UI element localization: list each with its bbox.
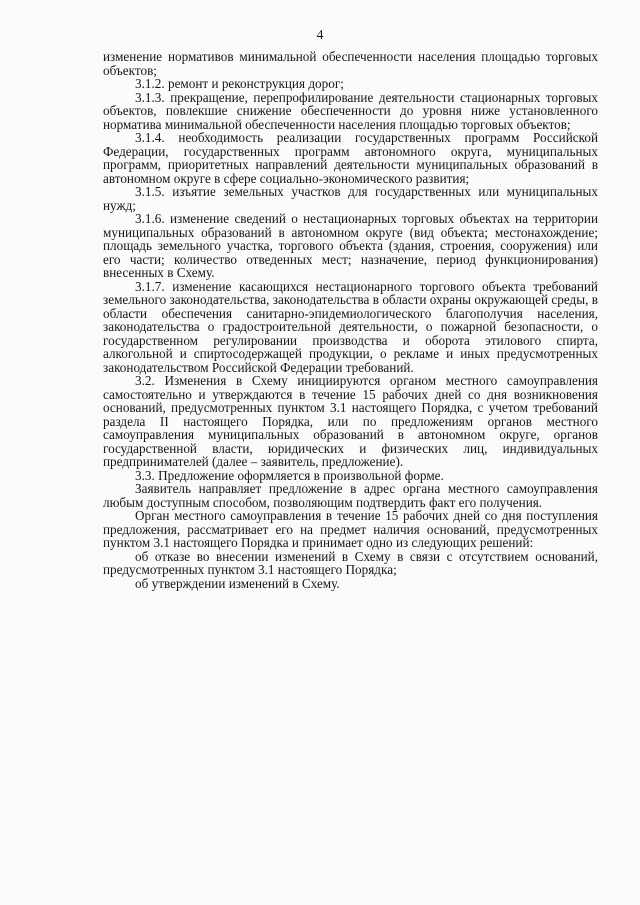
paragraph-3-1-2: 3.1.2. ремонт и реконструкция дорог; [135, 76, 344, 91]
paragraph-decision-approval: об утверждении изменений в Схему. [135, 575, 340, 591]
paragraph-3-1-4: 3.1.4. необходимость реализации государственных программ Российской Федерации, государственных программ автономного округа, муниципальных программ, приоритетных направлений деятельности муниципальных образований в автономном округе в сфере социально-экономического развития; [103, 130, 598, 186]
paragraph-3-1-5: 3.1.5. изъятие земельных участков для государственных или муниципальных нужд; [103, 184, 598, 213]
paragraph-norms-change: изменение нормативов минимальной обеспеченности населения площадью торговых объектов; [103, 49, 598, 78]
paragraph-3-1-3: 3.1.3. прекращение, перепрофилирование деятельности стационарных торговых объектов, повлекшие снижение обеспеченности до уровня ниже установленного норматива минимальной обеспеченности населения площадью торговых объектов; [103, 89, 598, 132]
paragraph-authority-review: Орган местного самоуправления в течение 15 рабочих дней со дня поступления предложения, рассматривает его на предмет наличия оснований, предусмотренных пунктом 3.1 настоящего Порядка и принимает одно из следующих решений: [103, 508, 598, 550]
paragraph-applicant: Заявитель направляет предложение в адрес органа местного самоуправления любым доступным способом, позволяющим подтвердить факт его получения. [103, 481, 598, 510]
paragraph-decision-refusal: об отказе во внесении изменений в Схему в связи с отсутствием оснований, предусмотренных пунктом 3.1 настоящего Порядка; [103, 548, 598, 577]
page-number: 4 [316, 28, 324, 43]
paragraph-3-2: 3.2. Изменения в Схему инициируются органом местного самоуправления самостоятельно и утверждаются в течение 15 рабочих дней со дня возникновения оснований, предусмотренных пунктом 3.1 настоящего Порядка, с учетом требований раздела II настоящего Порядка, или по предложениям органов местного самоуправления муниципальных образований в автономном округе, органов государственной власти, юридических и физических лиц, индивидуальных предпринимателей (далее – заявитель, предложение). [103, 373, 598, 469]
paragraph-3-1-7: 3.1.7. изменение касающихся нестационарного торгового объекта требований земельного законодательства, законодательства в области охраны окружающей среды, в области обеспечения санитарно-эпидемиологического благополучия населения, законодательства о градостроительной деятельности, о пожарной безопасности, о государственном регулировании производства и оборота этилового спирта, алкогольной и спиртосодержащей продукции, о рекламе и иных предусмотренных законодательством Российской Федерации требований. [103, 278, 598, 375]
paragraph-3-1-6: 3.1.6. изменение сведений о нестационарных торговых объектах на территории муниципальных образований в автономном округе (вид объекта; местонахождение; площадь земельного участка, торгового объекта (здания, строения, сооружения) или его части; количество отведенных мест; назначение, период функционирования) внесенных в Схему. [103, 211, 598, 280]
paragraph-3-3: 3.3. Предложение оформляется в произвольной форме. [135, 467, 444, 483]
document-body [103, 50, 598, 590]
